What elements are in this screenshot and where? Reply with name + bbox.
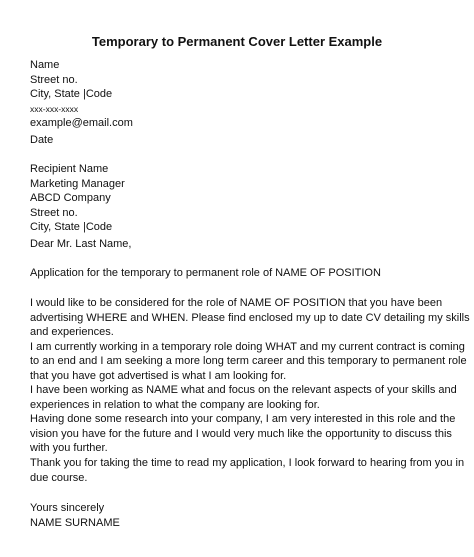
sender-city: City, State |Code xyxy=(30,88,113,100)
date-block xyxy=(30,133,450,148)
body-line: and experiences. xyxy=(30,326,114,338)
body-line: to an end and I am seeking a more long term career and this temporary to permanent role xyxy=(30,355,467,367)
sender-name: Name xyxy=(30,59,60,71)
body-line: I have been working as NAME what and focus on the relevant aspects of your skills and xyxy=(30,384,457,396)
recipient-address xyxy=(30,162,450,235)
body-line: that you have got advertised is what I am looking for. xyxy=(30,369,287,382)
closing-line: due course. xyxy=(30,471,88,484)
body-line: advertising WHERE and WHEN. Please find enclosed my up to date CV detailing my skills xyxy=(30,311,470,324)
sender-email: example@email.com xyxy=(30,117,133,129)
recipient-city: City, State |Code xyxy=(30,221,113,233)
body-line: experiences in relation to what the company are looking for. xyxy=(30,398,320,411)
closing-paragraph xyxy=(30,456,465,485)
salutation-block xyxy=(30,237,450,252)
signoff: Yours sincerely xyxy=(30,502,105,514)
signature-block xyxy=(30,501,450,530)
salutation: Dear Mr. Last Name, xyxy=(30,238,132,250)
recipient-street: Street no. xyxy=(30,206,78,219)
signature-name: NAME SURNAME xyxy=(30,516,120,529)
body-line: Having done some research into your company, I am very interested in this role and the xyxy=(30,413,456,425)
body-line: I am currently working in a temporary role doing WHAT and my current contract is coming xyxy=(30,340,465,353)
subject-block xyxy=(30,266,450,281)
document-title: Temporary to Permanent Cover Letter Example xyxy=(91,34,383,49)
body-line: vision you have for the future and I would very much like the opportunity to discuss this xyxy=(30,427,452,440)
letter-body xyxy=(30,296,470,456)
sender-address xyxy=(30,58,450,131)
recipient-title: Marketing Manager xyxy=(30,177,125,190)
sender-street: Street no. xyxy=(30,73,78,86)
body-line: with you further. xyxy=(30,442,108,454)
closing-line: Thank you for taking the time to read my application, I look forward to hearing from you in xyxy=(30,457,465,469)
subject-line: Application for the temporary to permanent role of NAME OF POSITION xyxy=(30,267,381,279)
letter-date: Date xyxy=(30,134,54,146)
sender-phone: xxx-xxx-xxxx xyxy=(30,103,79,114)
recipient-company: ABCD Company xyxy=(30,192,111,204)
recipient-name: Recipient Name xyxy=(30,163,109,175)
body-line: I would like to be considered for the role of NAME OF POSITION that you have been xyxy=(30,297,443,309)
